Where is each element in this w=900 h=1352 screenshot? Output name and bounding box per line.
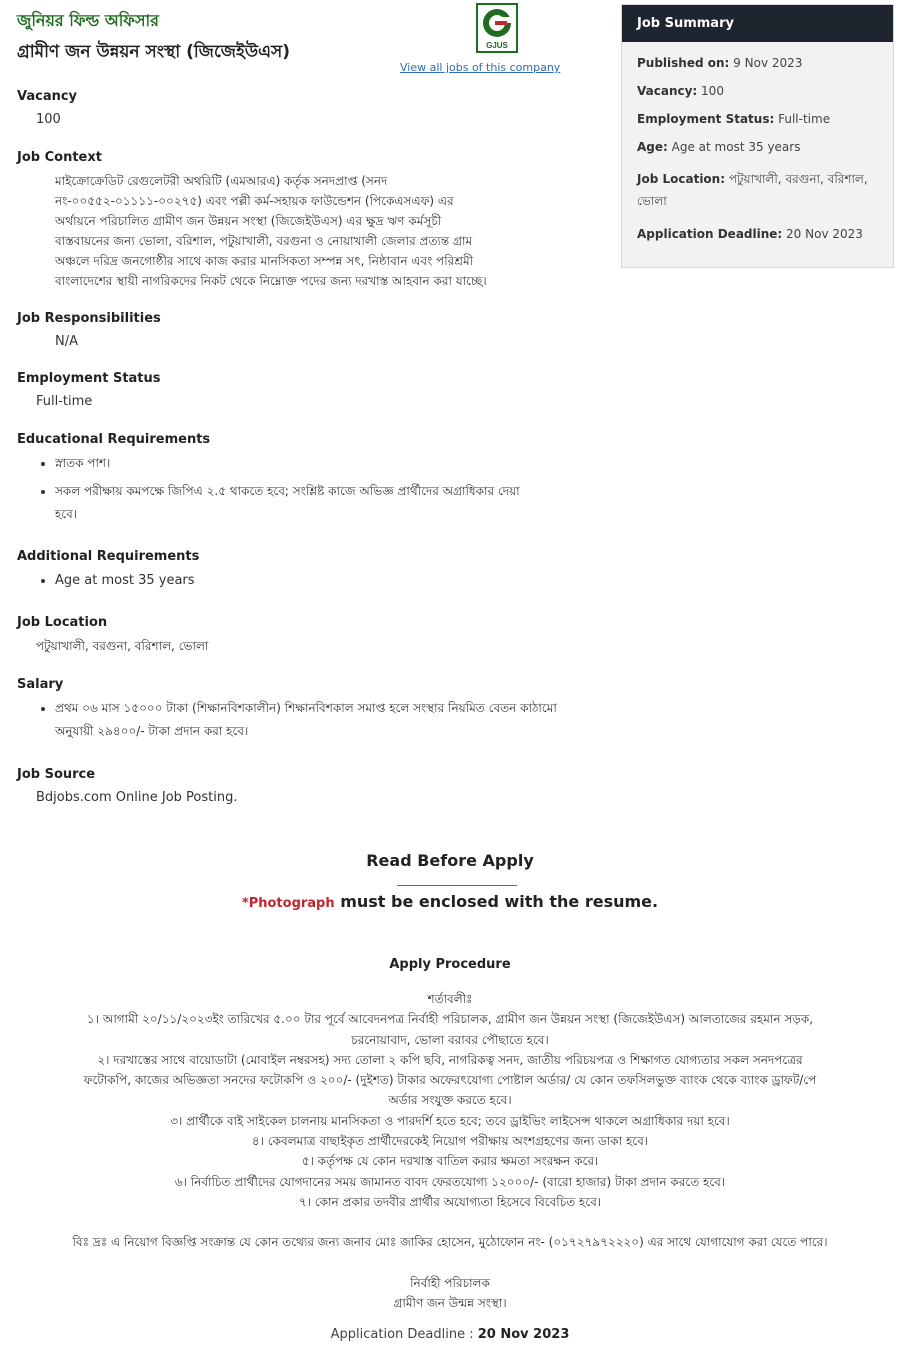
summary-employment [637, 108, 887, 130]
summary-age-label: Age: [637, 140, 668, 154]
summary-location-label: Job Location: [637, 172, 726, 186]
signatory-org: গ্রামীণ জন উন্মন্ন সংস্থা। [393, 1295, 507, 1310]
employment-status-heading: Employment Status [17, 371, 161, 386]
company-name: গ্রামীণ জন উন্নয়ন সংস্থা (জিজেইউএস) [17, 42, 291, 62]
procedure-line: শর্তাবলীঃ [427, 992, 473, 1006]
divider [397, 885, 517, 886]
job-location-heading: Job Location [17, 615, 108, 630]
job-context-line: বাস্তবায়নের জন্য ভোলা, বরিশাল, পটুয়াখালী, বরগুনা ও নোয়াখালী জেলার প্রত্যন্ত গ্রাম [55, 234, 473, 248]
list-item: • Age at most 35 years [55, 569, 545, 592]
vacancy-heading: Vacancy [17, 89, 78, 104]
summary-vacancy-label: Vacancy: [637, 84, 698, 98]
job-title: জুনিয়র ফিল্ড অফিসার [17, 11, 159, 30]
summary-deadline-label: Application Deadline: [637, 227, 783, 241]
apply-procedure-text [15, 989, 885, 1313]
summary-location-value: পটুয়াখালী, বরগুনা, বরিশাল, ভোলা [637, 172, 868, 208]
summary-published-value: 9 Nov 2023 [733, 56, 803, 70]
view-all-jobs-link[interactable]: View all jobs of this company [400, 61, 561, 74]
employment-status-value: Full-time [36, 394, 93, 409]
summary-age [637, 136, 887, 158]
vacancy-value: 100 [36, 112, 61, 127]
responsibilities-value: N/A [55, 334, 78, 349]
summary-employment-value: Full-time [778, 112, 831, 126]
procedure-line [15, 1212, 885, 1232]
procedure-line: ৬। নির্বাচিত প্রার্থীদের যোগদানের সময় জামানত বাবদ ফেরতযোগ্য ১২০০০/- (বারো হাজার) টাকা প্রদান করতে হবে। [174, 1174, 726, 1189]
gjus-logo-icon [476, 3, 518, 53]
job-location-value: পটুয়াখালী, বরগুনা, বরিশাল, ভোলা [36, 639, 209, 653]
education-list [35, 452, 545, 526]
procedure-line: চরনোয়াবাদ, ভোলা বরাবর পৌছাতে হবে। [351, 1032, 549, 1047]
procedure-line: ৭। কোন প্রকার তদবীর প্রার্থীর অযোগ্যতা হিসেবে বিবেচিত হবে। [298, 1194, 602, 1209]
logo-text: GJUS [486, 41, 508, 50]
application-deadline [0, 1327, 900, 1342]
procedure-line: অর্ডার সংযুক্ত করতে হবে। [388, 1093, 512, 1108]
job-source-value: Bdjobs.com Online Job Posting. [36, 790, 238, 805]
job-context-heading: Job Context [17, 150, 102, 165]
job-summary-title: Job Summary [622, 5, 893, 42]
summary-employment-label: Employment Status: [637, 112, 775, 126]
procedure-line: ৪। কেবলমাত্র বাছাইকৃত প্রার্থীদেরকেই নিয়োগ পরীক্ষায় অংশগ্রহণের জন্য ডাকা হবে। [251, 1134, 649, 1149]
education-heading: Educational Requirements [17, 432, 211, 447]
procedure-line: ১। আগামী ২০/১১/২০২৩ইং তারিখের ৫.০০ টার পূর্বে আবেদনপত্র নির্বাহী পরিচালক, গ্রামীণ জন উন্নয়ন সংস্থা (জিজেইউএস) আলতাজের রহমান সড়ক, [86, 1012, 814, 1027]
procedure-line: ৫। কর্তৃপক্ষ যে কোন দরখাস্ত বাতিল করার ক্ষমতা সংরক্ষন করে। [301, 1154, 599, 1169]
job-context-line: অর্থায়নে পরিচালিত গ্রামীণ জন উন্নয়ন সংস্থা (জিজেইউএস) এর ক্ষুদ্র ঋণ কর্মসূচী [55, 214, 442, 228]
job-context-line: নং-০০৫৫২-০১১১১-০০২৭৫) এবং পল্লী কর্ম-সহায়ক ফাউন্ডেশন (পিকেএসএফ) এর [55, 194, 454, 208]
procedure-line [15, 1253, 885, 1273]
signatory-title: নির্বাহী পরিচালক [410, 1275, 490, 1290]
job-source-heading: Job Source [17, 767, 96, 782]
salary-list [35, 697, 595, 743]
procedure-line: ২। দরখাস্তের সাথে বায়োডাটা (মোবাইল নম্বরসহ) সদ্য তোলা ২ কপি ছবি, নাগরিকত্ব সনদ, জাতীয় পরিচয়পত্র ও শিক্ষাগত যোগ্যতার সকল সনদপত্রের [97, 1052, 803, 1067]
responsibilities-heading: Job Responsibilities [17, 311, 161, 326]
summary-vacancy [637, 80, 887, 102]
job-summary-panel [621, 4, 894, 268]
additional-heading: Additional Requirements [17, 549, 200, 564]
deadline-value: 20 Nov 2023 [477, 1327, 570, 1342]
photograph-notice-text: must be enclosed with the resume. [340, 892, 659, 911]
list-item: • স্নাতক পাশ। [55, 452, 545, 475]
procedure-line: ৩। প্রার্থীকে বাই সাইকেল চালনায় মানসিকতা ও পারদর্শি হতে হবে; তবে ড্রাইভিং লাইসেন্স থাকলে অগ্রাধিকার দয়া হবে। [170, 1113, 730, 1128]
summary-age-value: Age at most 35 years [671, 140, 801, 154]
summary-deadline-value: 20 Nov 2023 [786, 227, 863, 241]
salary-heading: Salary [17, 677, 64, 692]
job-context-line: বাংলাদেশের স্থায়ী নাগরিকদের নিকট থেকে নিম্নোক্ত পদের জন্য দরখাস্ত আহবান করা যাচ্ছে। [55, 274, 487, 288]
job-context-text [55, 171, 585, 291]
photograph-notice [0, 892, 900, 911]
list-item: • সকল পরীক্ষায় কমপক্ষে জিপিএ ২.৫ থাকতে হবে; সংশ্লিষ্ট কাজে অভিজ্ঞ প্রার্থীদের অগ্রাধিকার দেয়া হবে। [55, 480, 545, 526]
summary-published-label: Published on: [637, 56, 730, 70]
job-context-line: মাইক্রোক্রেডিট রেগুলেটরী অথরিটি (এমআরএ) কর্তৃক সনদপ্রাপ্ত (সনদ [55, 174, 388, 188]
additional-list [35, 569, 545, 592]
summary-deadline [637, 223, 887, 245]
procedure-line: ফটোকপি, কাজের অভিজ্ঞতা সনদের ফটোকপি ও ২০০/- (দুইশত) টাকার অফেরৎযোগ্য পোষ্টাল অর্ডার/ যে কোন তফসিলভুক্ত ব্যাংক থেকে ব্যাংক ড্রাফট/পে [83, 1073, 817, 1088]
photograph-required-label: *Photograph [241, 896, 335, 911]
read-before-apply-title: Read Before Apply [366, 851, 534, 870]
summary-vacancy-value: 100 [701, 84, 724, 98]
company-logo[interactable] [476, 3, 518, 53]
deadline-label: Application Deadline : [330, 1327, 474, 1342]
list-item: • প্রথম ০৬ মাস ১৫০০০ টাকা (শিক্ষানবিশকালীন) শিক্ষানবিশকাল সমাপ্ত হলে সংস্থার নিয়মিত বেতন কাঠামো অনুযায়ী ২৯৪০০/- টাকা প্রদান করা হবে। [55, 697, 595, 743]
procedure-note: বিঃ দ্রঃ এ নিয়োগ বিজ্ঞপ্তি সংক্রান্ত যে কোন তথ্যের জন্য জনাব মোঃ জাকির হোসেন, মুঠোফোন নং- (০১৭২৭৯৭২২২০) এর সাথে যোগাযোগ করা যেতে পারে। [72, 1235, 828, 1250]
summary-location [637, 168, 887, 212]
summary-published [637, 52, 887, 74]
job-context-line: অঞ্চলে দরিদ্র জনগোষ্ঠীর সাথে কাজ করার মানসিকতা সম্পন্ন সৎ, নিষ্ঠাবান এবং পরিশ্রমী [55, 254, 474, 268]
apply-procedure-title: Apply Procedure [389, 957, 511, 972]
